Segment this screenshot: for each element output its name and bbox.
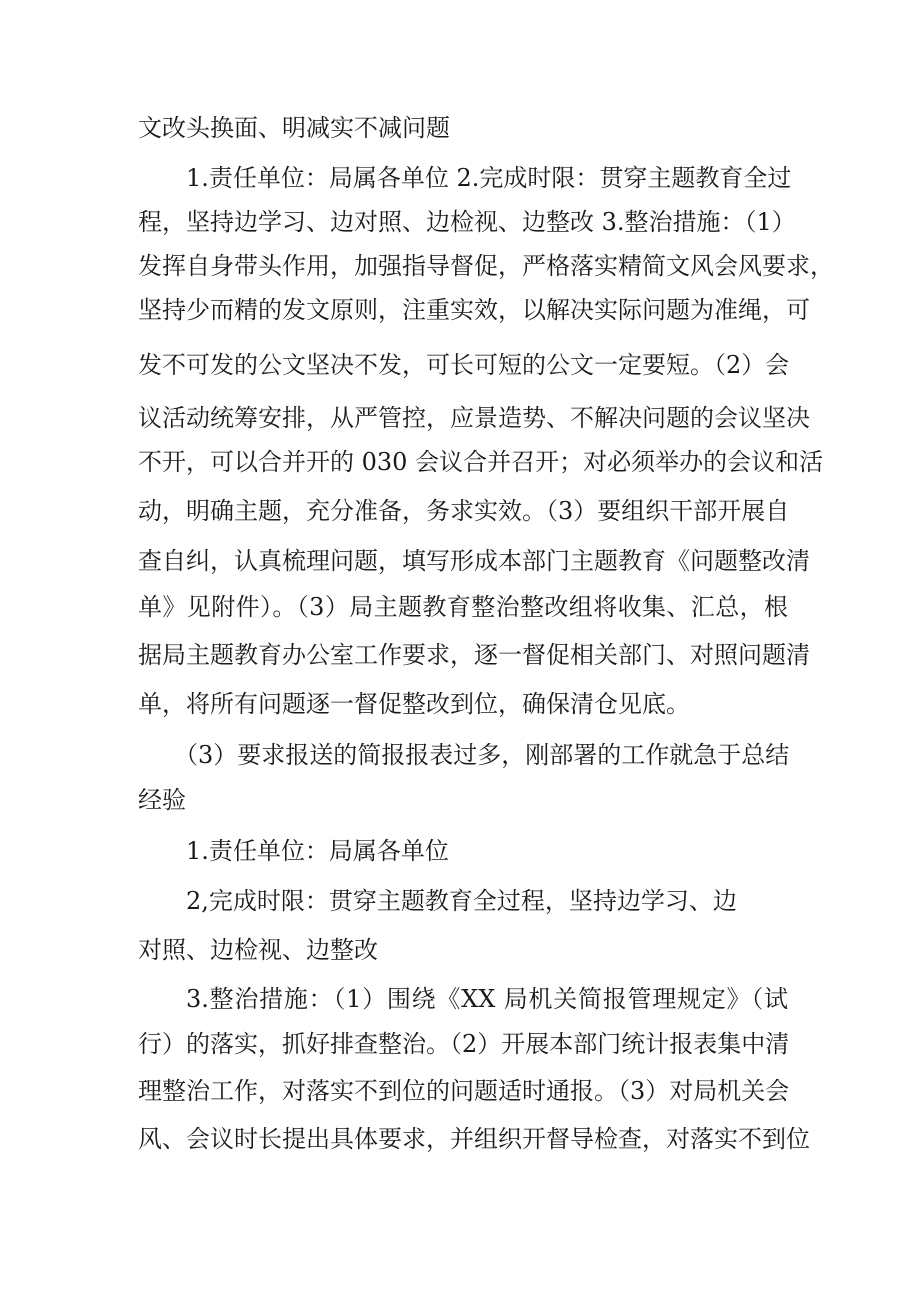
text-line: 据局主题教育办公室工作要求，逐一督促相关部门、对照问题清 [138,641,810,669]
text-line: 议活动统筹安排，从严管控，应景造势、不解决问题的会议坚决 [138,404,810,432]
text-line: 动，明确主题，充分准备，务求实效。（3）要组织干部开展自 [138,497,790,525]
text-line: 1.责任单位：局属各单位 [186,837,449,865]
text-line: 发挥自身带头作用，加强指导督促，严格落实精简文风会风要求， [138,252,834,280]
text-line: 风、会议时长提出具体要求，并组织开督导检查，对落实不到位 [138,1125,810,1153]
text-line: 发不可发的公文坚决不发，可长可短的公文一定要短。（2）会 [138,351,790,379]
text-line: 对照、边检视、边整改 [138,936,378,964]
text-line: 行）的落实，抓好排查整治。（2）开展本部门统计报表集中清 [138,1030,790,1058]
text-line: 单》见附件）。（3）局主题教育整治整改组将收集、汇总，根 [138,593,788,621]
text-line: 程，坚持边学习、边对照、边检视、边整改 3.整治措施：（1） [138,208,796,236]
text-line: 理整治工作，对落实不到位的问题适时通报。（3）对局机关会 [138,1077,790,1105]
text-line: 2,完成时限：贯穿主题教育全过程，坚持边学习、边 [186,887,737,915]
text-line: 坚持少而精的发文原则，注重实效，以解决实际问题为准绳，可 [138,296,810,324]
text-line: （3）要求报送的简报报表过多，刚部署的工作就急于总结 [174,741,790,769]
text-line: 不开，可以合并开的 030 会议合并召开；对必须举办的会议和活 [138,448,824,476]
text-line: 单，将所有问题逐一督促整改到位，确保清仓见底。 [138,690,690,718]
text-line: 文改头换面、明减实不减问题 [138,114,450,142]
text-line: 3.整治措施：（1）围绕《XX 局机关简报管理规定》（试 [186,985,788,1013]
text-line: 1.责任单位：局属各单位 2.完成时限：贯穿主题教育全过 [186,164,792,192]
text-line: 查自纠，认真梳理问题，填写形成本部门主题教育《问题整改清 [138,547,810,575]
text-line: 经验 [138,786,186,814]
